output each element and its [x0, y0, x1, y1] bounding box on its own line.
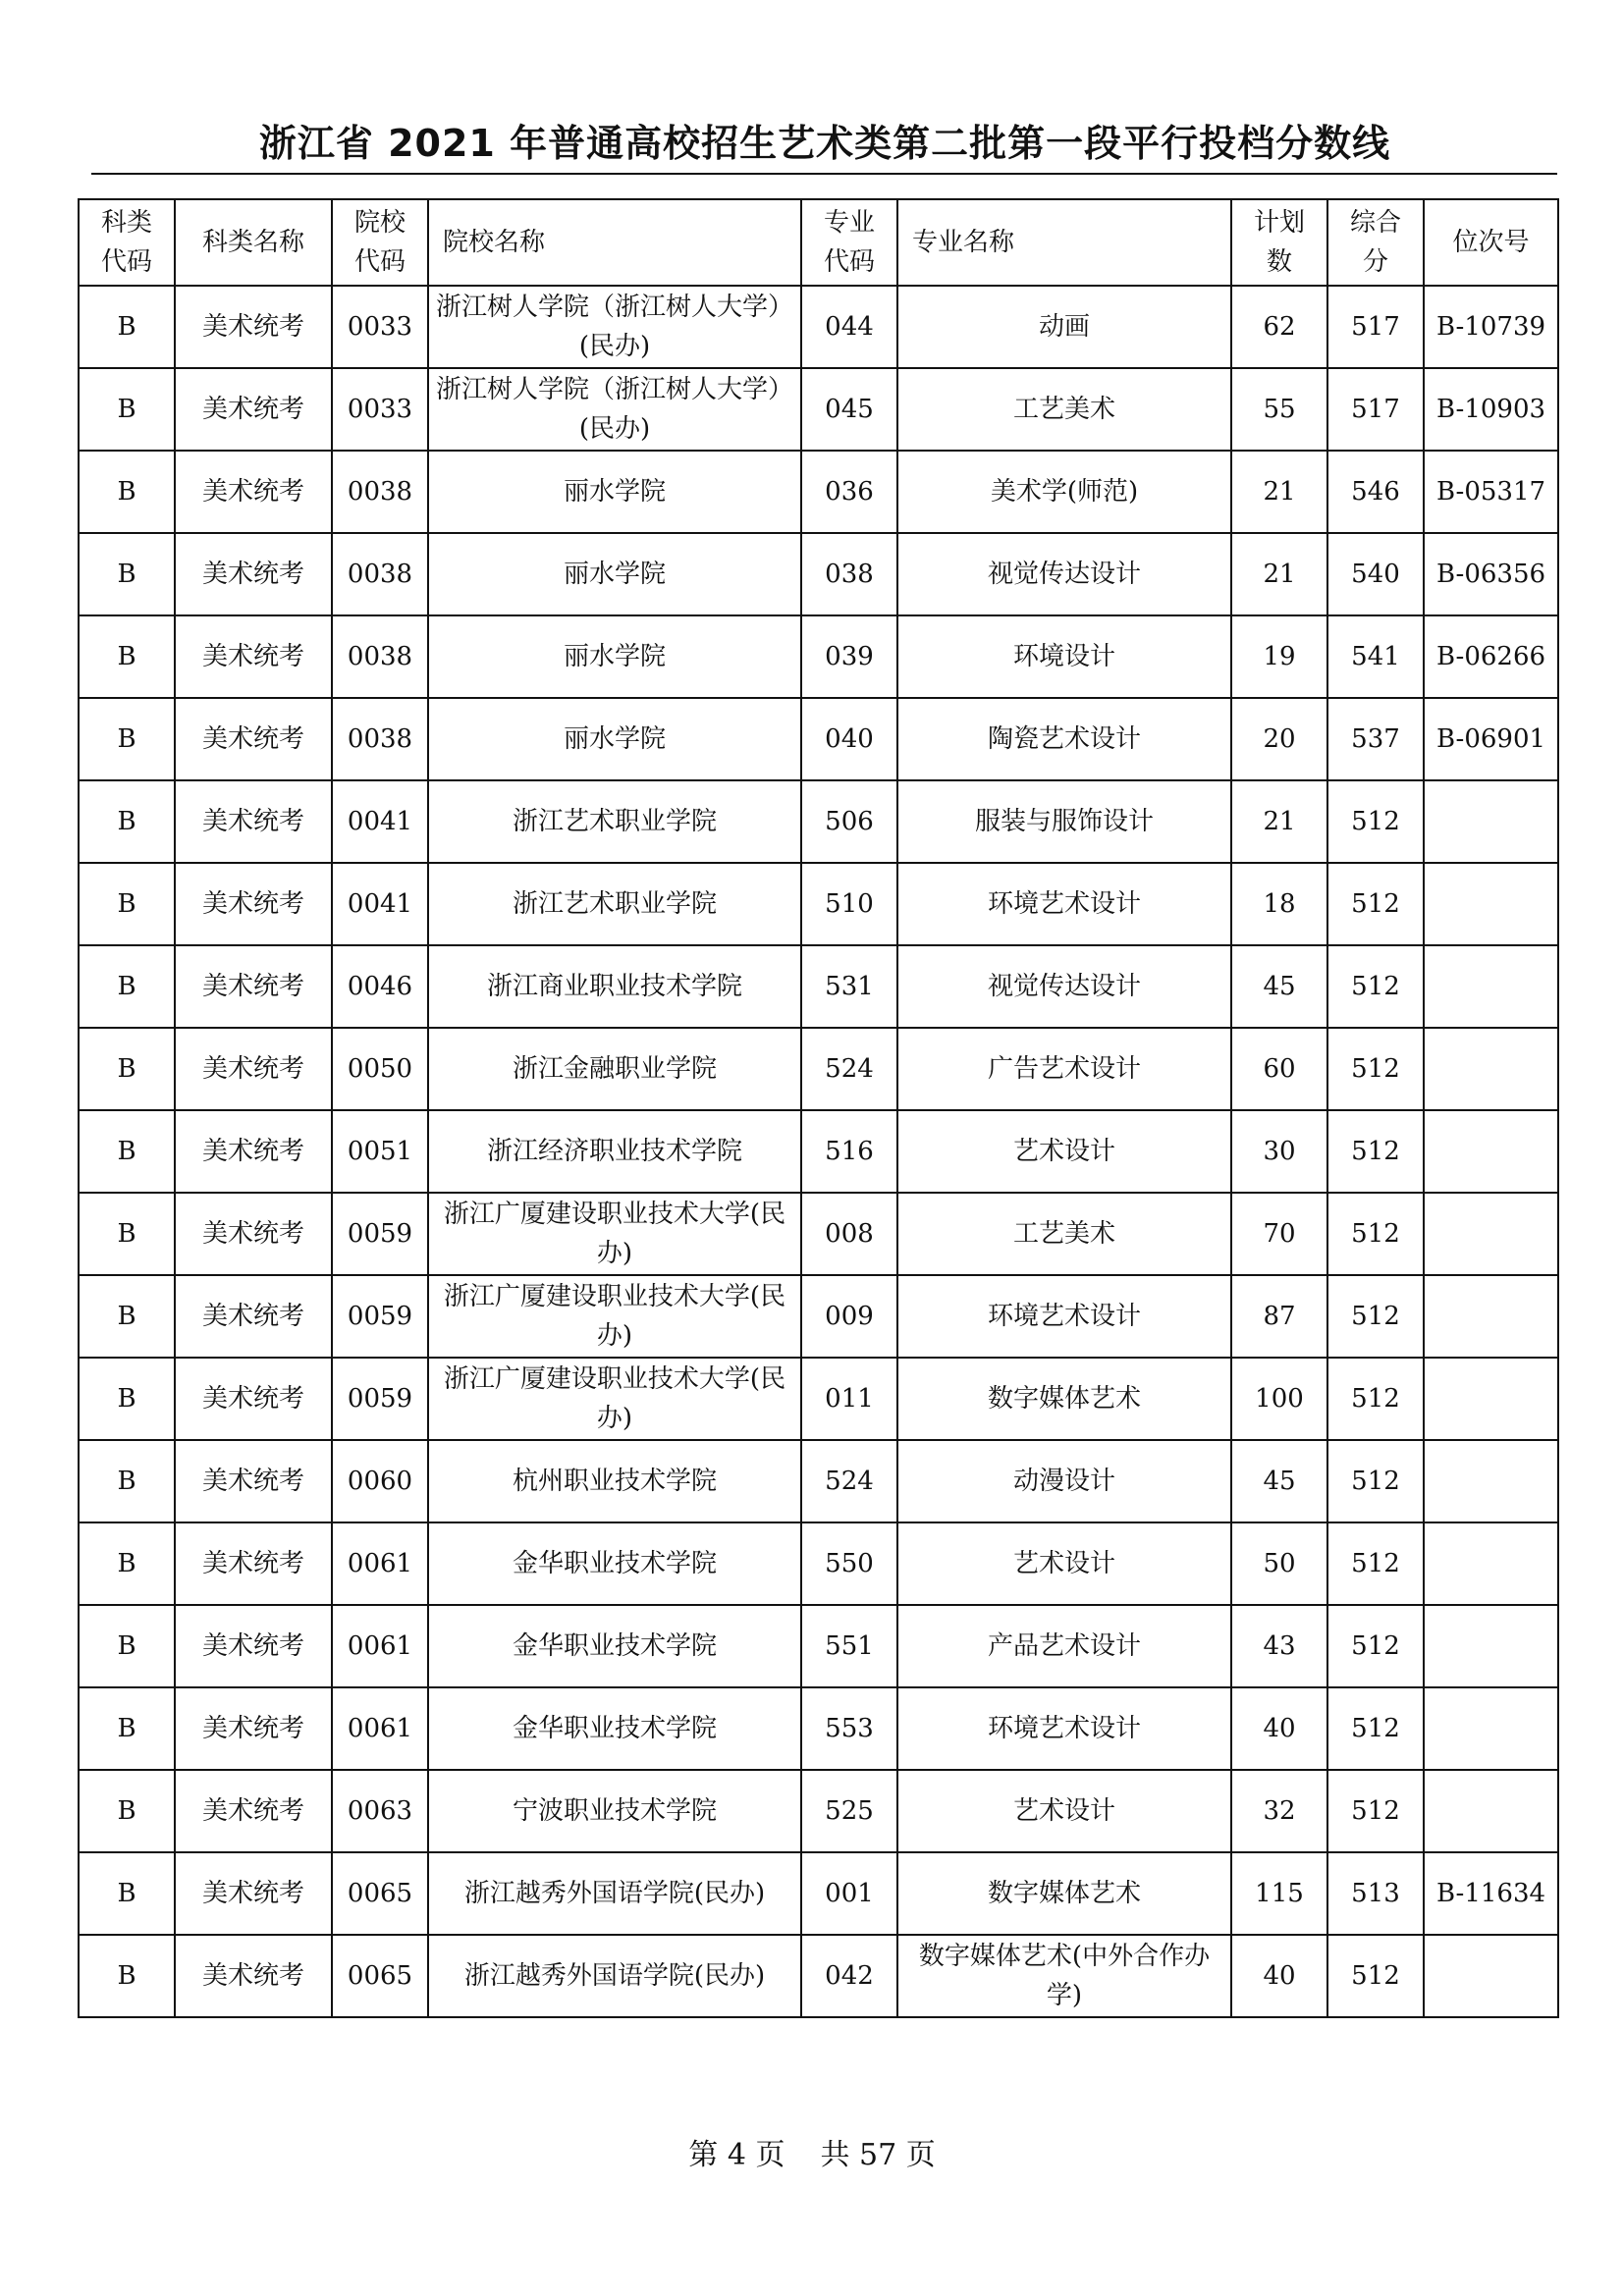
cell-score: 512 [1327, 1028, 1424, 1110]
cell-category-code: B [79, 780, 175, 863]
cell-school-name: 杭州职业技术学院 [428, 1440, 801, 1522]
cell-plan: 115 [1231, 1852, 1327, 1935]
cell-category-name: 美术统考 [175, 1687, 332, 1770]
cell-school-name: 丽水学院 [428, 451, 801, 533]
cell-category-code: B [79, 368, 175, 451]
cell-category-name: 美术统考 [175, 1935, 332, 2017]
cell-major-name: 视觉传达设计 [897, 533, 1231, 615]
cell-major-code: 551 [801, 1605, 897, 1687]
cell-major-name: 环境设计 [897, 615, 1231, 698]
table-row [79, 1358, 1558, 1440]
cell-major-name: 服装与服饰设计 [897, 780, 1231, 863]
cell-plan: 60 [1231, 1028, 1327, 1110]
cell-major-code: 039 [801, 615, 897, 698]
cell-category-code: B [79, 615, 175, 698]
cell-plan: 20 [1231, 698, 1327, 780]
cell-rank: B-10903 [1424, 368, 1558, 451]
cell-school-name: 浙江广厦建设职业技术大学(民办) [428, 1358, 801, 1440]
cell-rank: B-05317 [1424, 451, 1558, 533]
cell-score: 546 [1327, 451, 1424, 533]
cell-major-name: 产品艺术设计 [897, 1605, 1231, 1687]
page-number: 第 4 页 [688, 2138, 785, 2172]
table-row [79, 451, 1558, 533]
cell-major-name: 艺术设计 [897, 1110, 1231, 1193]
cell-school-code: 0051 [332, 1110, 428, 1193]
cell-school-name: 浙江广厦建设职业技术大学(民办) [428, 1275, 801, 1358]
cell-major-code: 506 [801, 780, 897, 863]
page-total: 共 57 页 [820, 2138, 936, 2172]
cell-category-name: 美术统考 [175, 1358, 332, 1440]
cell-plan: 55 [1231, 368, 1327, 451]
cell-major-name: 广告艺术设计 [897, 1028, 1231, 1110]
cell-major-name: 艺术设计 [897, 1522, 1231, 1605]
cell-category-code: B [79, 1193, 175, 1275]
cell-major-code: 524 [801, 1440, 897, 1522]
cell-plan: 62 [1231, 286, 1327, 368]
cell-school-code: 0041 [332, 863, 428, 945]
cell-school-name: 金华职业技术学院 [428, 1522, 801, 1605]
cell-category-name: 美术统考 [175, 451, 332, 533]
cell-score: 512 [1327, 780, 1424, 863]
cell-school-name: 浙江商业职业技术学院 [428, 945, 801, 1028]
cell-rank: B-11634 [1424, 1852, 1558, 1935]
cell-major-name: 数字媒体艺术 [897, 1358, 1231, 1440]
cell-school-name: 浙江广厦建设职业技术大学(民办) [428, 1193, 801, 1275]
cell-category-code: B [79, 1605, 175, 1687]
cell-plan: 21 [1231, 780, 1327, 863]
cell-school-code: 0046 [332, 945, 428, 1028]
cell-major-name: 工艺美术 [897, 368, 1231, 451]
table-row [79, 1605, 1558, 1687]
cell-score: 517 [1327, 368, 1424, 451]
header-score: 综合 分 [1327, 199, 1424, 286]
cell-score: 512 [1327, 945, 1424, 1028]
cell-rank [1424, 945, 1558, 1028]
cell-category-name: 美术统考 [175, 615, 332, 698]
cell-score: 541 [1327, 615, 1424, 698]
cell-rank: B-06266 [1424, 615, 1558, 698]
header-school-code: 院校 代码 [332, 199, 428, 286]
table-row [79, 1852, 1558, 1935]
cell-category-name: 美术统考 [175, 368, 332, 451]
cell-school-code: 0038 [332, 533, 428, 615]
cell-major-name: 视觉传达设计 [897, 945, 1231, 1028]
table-row [79, 780, 1558, 863]
cell-plan: 32 [1231, 1770, 1327, 1852]
cell-rank [1424, 1358, 1558, 1440]
title-underline [91, 173, 1557, 175]
cell-score: 512 [1327, 863, 1424, 945]
table-row [79, 1687, 1558, 1770]
cell-major-name: 环境艺术设计 [897, 1275, 1231, 1358]
cell-score: 537 [1327, 698, 1424, 780]
cell-school-code: 0060 [332, 1440, 428, 1522]
cell-school-code: 0041 [332, 780, 428, 863]
cell-school-name: 浙江艺术职业学院 [428, 780, 801, 863]
cell-plan: 100 [1231, 1358, 1327, 1440]
cell-category-name: 美术统考 [175, 863, 332, 945]
cell-major-code: 516 [801, 1110, 897, 1193]
cell-category-code: B [79, 863, 175, 945]
table-row [79, 615, 1558, 698]
cell-school-name: 浙江树人学院（浙江树人大学）(民办) [428, 286, 801, 368]
cell-school-code: 0065 [332, 1852, 428, 1935]
table-row [79, 863, 1558, 945]
cell-category-name: 美术统考 [175, 780, 332, 863]
cell-category-code: B [79, 1687, 175, 1770]
cell-major-name: 陶瓷艺术设计 [897, 698, 1231, 780]
cell-major-code: 036 [801, 451, 897, 533]
cell-major-code: 038 [801, 533, 897, 615]
cell-plan: 45 [1231, 1440, 1327, 1522]
cell-school-code: 0038 [332, 615, 428, 698]
cell-rank [1424, 1687, 1558, 1770]
cell-school-code: 0059 [332, 1358, 428, 1440]
cell-score: 512 [1327, 1687, 1424, 1770]
cell-major-code: 011 [801, 1358, 897, 1440]
cell-major-code: 008 [801, 1193, 897, 1275]
cell-major-name: 艺术设计 [897, 1770, 1231, 1852]
cell-rank [1424, 780, 1558, 863]
cell-plan: 21 [1231, 451, 1327, 533]
cell-score: 512 [1327, 1110, 1424, 1193]
cell-school-name: 浙江越秀外国语学院(民办) [428, 1935, 801, 2017]
cell-category-name: 美术统考 [175, 1193, 332, 1275]
cell-category-name: 美术统考 [175, 1028, 332, 1110]
table-row [79, 945, 1558, 1028]
cell-category-code: B [79, 1522, 175, 1605]
table-row [79, 286, 1558, 368]
cell-school-name: 浙江艺术职业学院 [428, 863, 801, 945]
cell-school-code: 0061 [332, 1687, 428, 1770]
header-major-code: 专业 代码 [801, 199, 897, 286]
cell-school-code: 0059 [332, 1193, 428, 1275]
cell-score: 512 [1327, 1935, 1424, 2017]
header-school-name: 院校名称 [428, 199, 801, 286]
cell-category-name: 美术统考 [175, 1275, 332, 1358]
cell-school-name: 金华职业技术学院 [428, 1605, 801, 1687]
cell-major-code: 531 [801, 945, 897, 1028]
table-row [79, 1110, 1558, 1193]
cell-rank [1424, 1935, 1558, 2017]
cell-plan: 21 [1231, 533, 1327, 615]
cell-score: 512 [1327, 1605, 1424, 1687]
header-plan: 计划 数 [1231, 199, 1327, 286]
cell-rank [1424, 863, 1558, 945]
cell-major-name: 数字媒体艺术 [897, 1852, 1231, 1935]
cell-major-name: 工艺美术 [897, 1193, 1231, 1275]
cell-school-name: 浙江金融职业学院 [428, 1028, 801, 1110]
cell-category-name: 美术统考 [175, 1110, 332, 1193]
cell-school-code: 0063 [332, 1770, 428, 1852]
cell-score: 512 [1327, 1193, 1424, 1275]
cell-category-code: B [79, 1852, 175, 1935]
cell-school-name: 金华职业技术学院 [428, 1687, 801, 1770]
cell-category-code: B [79, 1770, 175, 1852]
cell-category-name: 美术统考 [175, 533, 332, 615]
cell-major-code: 040 [801, 698, 897, 780]
cell-school-name: 丽水学院 [428, 698, 801, 780]
cell-major-name: 美术学(师范) [897, 451, 1231, 533]
cell-score: 540 [1327, 533, 1424, 615]
cell-plan: 87 [1231, 1275, 1327, 1358]
cell-major-code: 524 [801, 1028, 897, 1110]
cell-major-name: 动画 [897, 286, 1231, 368]
cell-category-code: B [79, 1028, 175, 1110]
cell-rank [1424, 1028, 1558, 1110]
cell-category-name: 美术统考 [175, 1852, 332, 1935]
cell-rank [1424, 1770, 1558, 1852]
cell-major-name: 动漫设计 [897, 1440, 1231, 1522]
cell-plan: 43 [1231, 1605, 1327, 1687]
header-category-name: 科类名称 [175, 199, 332, 286]
header-major-name: 专业名称 [897, 199, 1231, 286]
cell-major-code: 009 [801, 1275, 897, 1358]
score-table [78, 198, 1559, 2018]
cell-rank [1424, 1522, 1558, 1605]
cell-plan: 70 [1231, 1193, 1327, 1275]
table-row [79, 1028, 1558, 1110]
cell-category-code: B [79, 1110, 175, 1193]
cell-plan: 50 [1231, 1522, 1327, 1605]
cell-category-name: 美术统考 [175, 945, 332, 1028]
cell-score: 512 [1327, 1275, 1424, 1358]
table-row [79, 1275, 1558, 1358]
cell-rank: B-10739 [1424, 286, 1558, 368]
cell-plan: 19 [1231, 615, 1327, 698]
cell-rank [1424, 1110, 1558, 1193]
header-rank: 位次号 [1424, 199, 1558, 286]
page-title: 浙江省 2021 年普通高校招生艺术类第二批第一段平行投档分数线 [258, 122, 1391, 165]
cell-category-code: B [79, 286, 175, 368]
cell-category-code: B [79, 451, 175, 533]
table-row [79, 698, 1558, 780]
cell-major-code: 044 [801, 286, 897, 368]
cell-category-name: 美术统考 [175, 698, 332, 780]
cell-score: 512 [1327, 1522, 1424, 1605]
cell-rank [1424, 1605, 1558, 1687]
page-footer [0, 2130, 1624, 2173]
cell-category-code: B [79, 698, 175, 780]
cell-major-code: 045 [801, 368, 897, 451]
cell-rank: B-06901 [1424, 698, 1558, 780]
cell-category-code: B [79, 533, 175, 615]
cell-score: 512 [1327, 1440, 1424, 1522]
cell-school-code: 0033 [332, 286, 428, 368]
cell-category-name: 美术统考 [175, 1605, 332, 1687]
cell-category-name: 美术统考 [175, 1770, 332, 1852]
cell-category-name: 美术统考 [175, 286, 332, 368]
cell-major-code: 525 [801, 1770, 897, 1852]
cell-major-name: 数字媒体艺术(中外合作办学) [897, 1935, 1231, 2017]
cell-plan: 18 [1231, 863, 1327, 945]
cell-score: 517 [1327, 286, 1424, 368]
cell-rank [1424, 1193, 1558, 1275]
cell-major-code: 550 [801, 1522, 897, 1605]
cell-category-name: 美术统考 [175, 1440, 332, 1522]
table-row [79, 533, 1558, 615]
cell-school-code: 0038 [332, 698, 428, 780]
cell-plan: 30 [1231, 1110, 1327, 1193]
cell-school-name: 宁波职业技术学院 [428, 1770, 801, 1852]
cell-category-code: B [79, 945, 175, 1028]
cell-major-name: 环境艺术设计 [897, 1687, 1231, 1770]
cell-category-code: B [79, 1935, 175, 2017]
table-row [79, 1522, 1558, 1605]
cell-rank: B-06356 [1424, 533, 1558, 615]
table-row [79, 1440, 1558, 1522]
table-row [79, 368, 1558, 451]
cell-school-code: 0059 [332, 1275, 428, 1358]
cell-rank [1424, 1275, 1558, 1358]
cell-school-name: 浙江越秀外国语学院(民办) [428, 1852, 801, 1935]
cell-school-name: 丽水学院 [428, 615, 801, 698]
cell-plan: 40 [1231, 1687, 1327, 1770]
cell-school-code: 0065 [332, 1935, 428, 2017]
cell-major-code: 042 [801, 1935, 897, 2017]
table-header-row [79, 199, 1558, 286]
header-category-code: 科类 代码 [79, 199, 175, 286]
cell-plan: 40 [1231, 1935, 1327, 2017]
cell-school-code: 0050 [332, 1028, 428, 1110]
cell-category-name: 美术统考 [175, 1522, 332, 1605]
cell-category-code: B [79, 1440, 175, 1522]
cell-score: 512 [1327, 1358, 1424, 1440]
table-row [79, 1935, 1558, 2017]
cell-rank [1424, 1440, 1558, 1522]
cell-school-name: 浙江经济职业技术学院 [428, 1110, 801, 1193]
table-row [79, 1193, 1558, 1275]
cell-category-code: B [79, 1358, 175, 1440]
cell-plan: 45 [1231, 945, 1327, 1028]
cell-score: 513 [1327, 1852, 1424, 1935]
cell-major-code: 553 [801, 1687, 897, 1770]
cell-school-code: 0061 [332, 1605, 428, 1687]
cell-category-code: B [79, 1275, 175, 1358]
cell-school-code: 0061 [332, 1522, 428, 1605]
cell-school-name: 丽水学院 [428, 533, 801, 615]
cell-school-code: 0033 [332, 368, 428, 451]
cell-major-name: 环境艺术设计 [897, 863, 1231, 945]
cell-school-code: 0038 [332, 451, 428, 533]
cell-score: 512 [1327, 1770, 1424, 1852]
table-row [79, 1770, 1558, 1852]
cell-major-code: 510 [801, 863, 897, 945]
cell-major-code: 001 [801, 1852, 897, 1935]
cell-school-name: 浙江树人学院（浙江树人大学）(民办) [428, 368, 801, 451]
